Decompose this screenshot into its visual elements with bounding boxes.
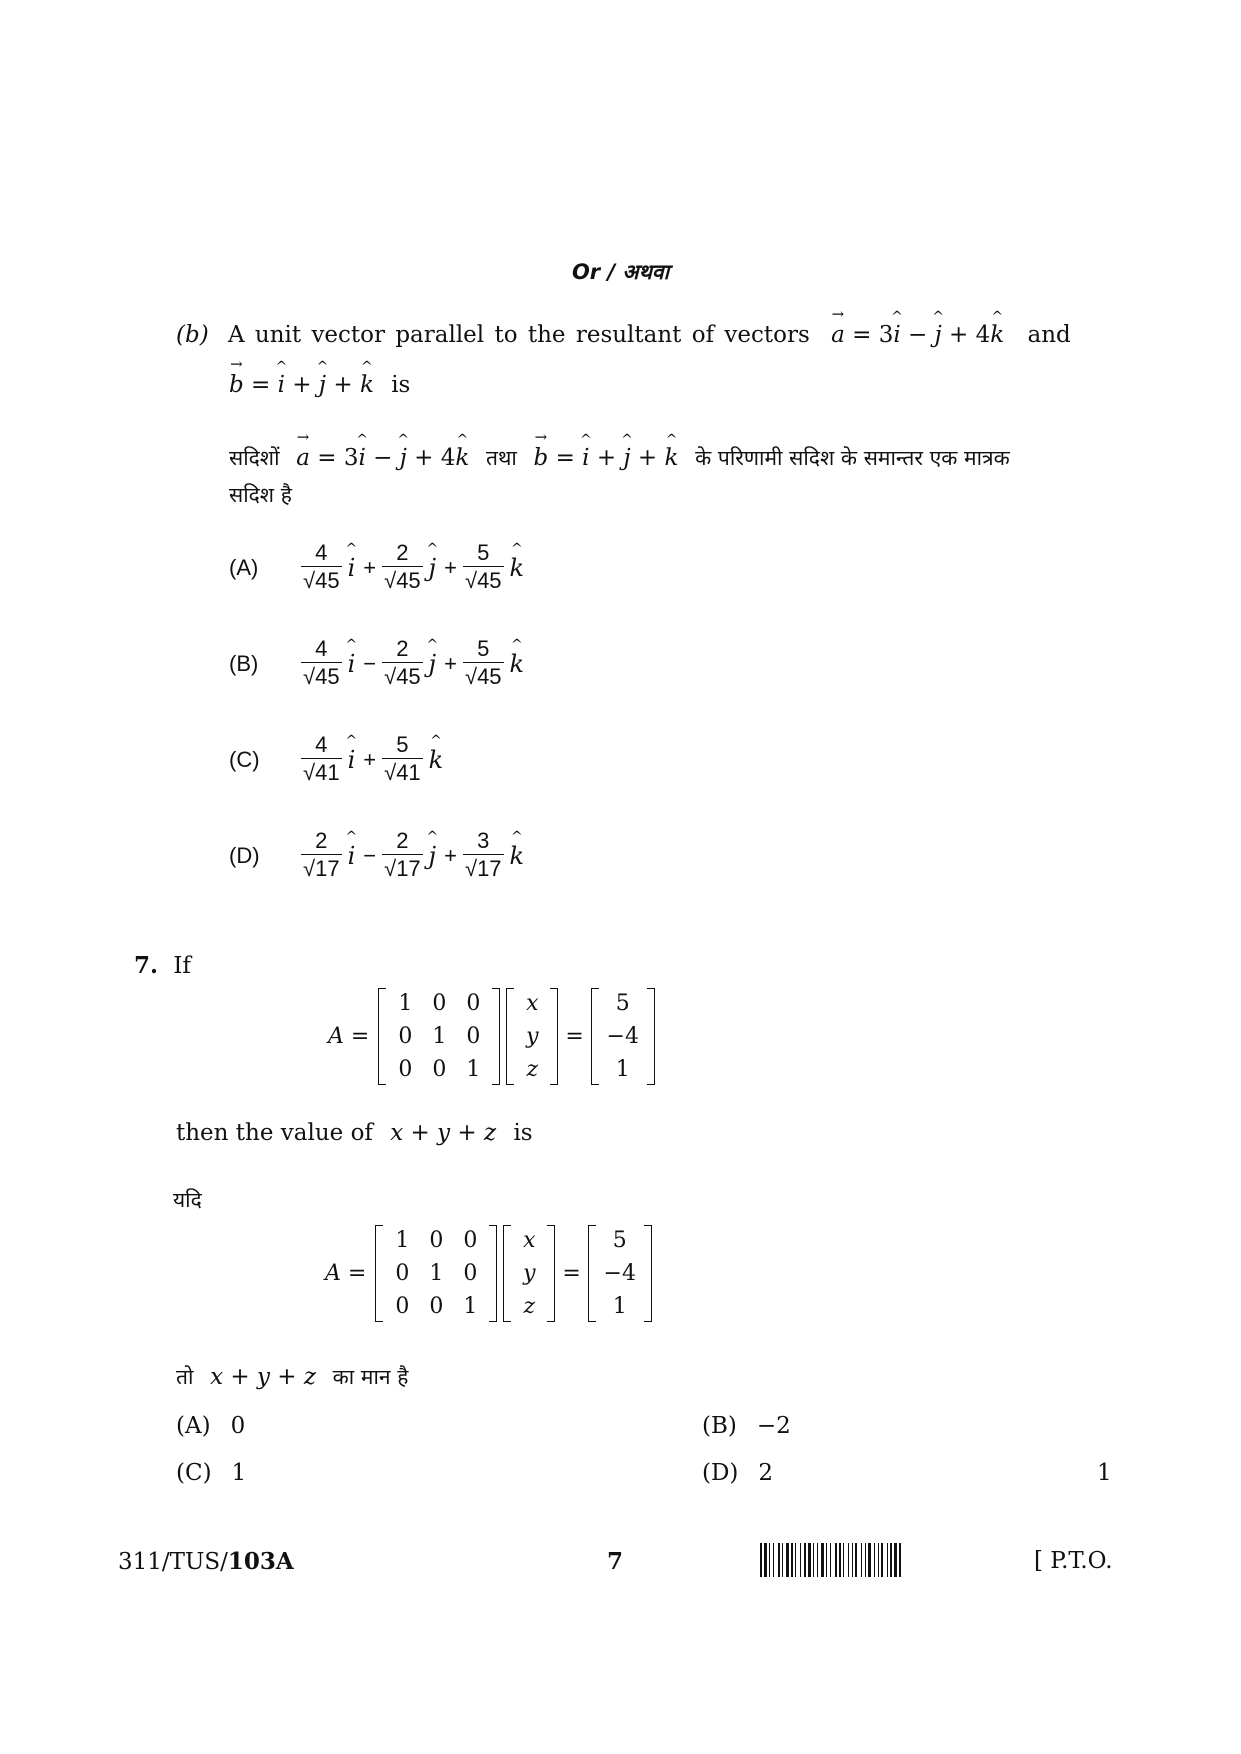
question-7-then: then the value of x + y + z is	[176, 1120, 533, 1146]
vector-b-expr: → b = i ^ + j ^ + k ^	[229, 372, 374, 398]
paper-code: 311/TUS/103A	[118, 1548, 294, 1575]
or-heading: Or / अथवा	[571, 260, 670, 284]
question-6b-line1: (b) A unit vector parallel to the resultant of vectors → a = 3i ^ − j ^ + 4k ^ and	[176, 322, 1071, 348]
variable-vector: x y z	[503, 1225, 555, 1322]
matrix-equation: A = 1 0 0 0 1 0 0 0 1 x y z = 5 −4 1	[328, 988, 658, 1085]
question-label: (b)	[176, 322, 209, 348]
q7-option-a[interactable]: (A) 0	[176, 1413, 246, 1439]
identity-matrix: 1 0 0 0 1 0 0 0 1	[378, 988, 500, 1085]
question-7-hindi-if: यदि	[173, 1188, 202, 1212]
q7-option-d[interactable]: (D) 2	[702, 1460, 774, 1486]
q7-option-c[interactable]: (C) 1	[176, 1460, 247, 1486]
identity-matrix: 1 0 0 0 1 0 0 0 1	[375, 1225, 497, 1322]
option-b[interactable]: (B) $\frac{4}{√45}$ i ^ − $\frac{2}{√45}$ j ^ + $\frac{5}{√45}$ k ^	[229, 636, 528, 691]
variable-vector: x y z	[506, 988, 558, 1085]
pto-label: [ P.T.O.	[1034, 1548, 1113, 1574]
marks: 1	[1097, 1460, 1112, 1486]
question-6b-hindi-line1: सदिशों → a = 3i ^ − j ^ + 4k ^ तथा → b = i ^ + j ^ + k ^ के परिणामी सदिश के समान्तर एक मात्रक	[229, 444, 1010, 472]
option-d[interactable]: (D) $\frac{2}{√17}$ i ^ − $\frac{2}{√17}$ j ^ + $\frac{3}{√17}$ k ^	[229, 828, 528, 883]
result-vector: 5 −4 1	[591, 988, 655, 1085]
option-c[interactable]: (C) $\frac{4}{√41}$ i ^ + $\frac{5}{√41}$ k ^	[229, 732, 447, 787]
result-vector: 5 −4 1	[588, 1225, 652, 1322]
question-6b-line2: → b = i ^ + j ^ + k ^ is	[229, 372, 410, 398]
question-6b-hindi-line2: सदिश है	[229, 483, 292, 507]
vector-a-expr: → a = 3i ^ − j ^ + 4k ^	[831, 322, 1004, 348]
option-a[interactable]: (A) $\frac{4}{√45}$ i ^ + $\frac{2}{√45}$ j ^ + $\frac{5}{√45}$ k ^	[229, 540, 528, 595]
question-text: A unit vector parallel to the resultant of vectors	[227, 322, 810, 348]
question-number: 7.	[134, 952, 159, 979]
matrix-equation-hindi: A = 1 0 0 0 1 0 0 0 1 x y z = 5 −4 1	[325, 1225, 655, 1322]
question-7-header: 7. If	[134, 952, 191, 979]
page-number: 7	[607, 1548, 624, 1575]
barcode-icon	[760, 1543, 1016, 1577]
q7-option-b[interactable]: (B) −2	[702, 1413, 791, 1439]
question-7-hindi-value: तो x + y + z का मान है	[176, 1364, 409, 1390]
